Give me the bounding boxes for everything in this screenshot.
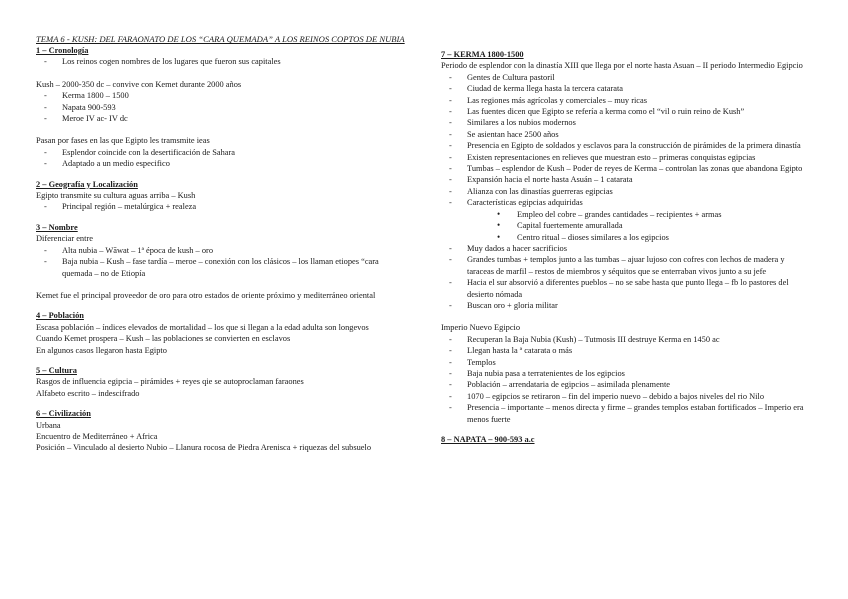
list-item: - Alianza con las dinastías guerreras egipcias [443,186,813,197]
list-item: - Se asientan hace 2500 años [443,129,813,140]
section-heading-poblacion: 4 – Población [36,311,84,321]
list-item: - Presencia en Egipto de soldados y esclavos para la construcción de pirámides de la primera dinastía [443,140,813,151]
sub-list-item: • Capital fuertemente amurallada [441,220,813,231]
list-item: - Principal región – metalúrgica + realeza [38,201,408,212]
list-item: - Templos [443,357,813,368]
left-column [36,34,408,454]
list-item: - Presencia – importante – menos directa y firme – grandes templos estaban fortificados – Imperio era menos fuerte [443,402,813,425]
geografia-list [36,201,408,212]
paragraph: Cuando Kemet prospera – Kush – las poblaciones se convierten en esclavos [36,334,291,344]
paragraph: Rasgos de influencia egipcia – pirámides + reyes qie se autoproclaman faraones [36,377,304,387]
imperio-list [441,334,813,425]
nombre-list [36,245,408,279]
section-heading-civilizacion: 6 – Civilización [36,409,91,419]
list-item: - Población – arrendataria de egipcios – asimilada plenamente [443,379,813,390]
section-heading-kerma: 7 – KERMA 1800-1500 [441,50,524,59]
paragraph: Pasan por fases en las que Egipto les tramsmite ieas [36,136,210,146]
list-item: - Características egipcias adquiridas [443,197,813,208]
paragraph: Alfabeto escrito – indescifrado [36,388,140,398]
list-item: - Napata 900-593 [38,102,408,113]
list-item: - Esplendor coincide con la desertificación de Sahara [38,147,408,158]
sub-list-item: • Empleo del cobre – grandes cantidades – recipientes + armas [441,209,813,220]
cronologia-list [36,56,408,67]
list-item: - Kerma 1800 – 1500 [38,90,408,101]
list-item: - Tumbas – esplendor de Kush – Poder de reyes de Kerma – controlan las zonas que abandona Egipto [443,163,813,174]
paragraph: Kemet fue el principal proveedor de oro para otro estados de oriente próximo y mediterráneo oriental [36,290,376,300]
section-heading-cultura: 5 – Cultura [36,365,77,375]
paragraph: Encuentro de Mediterráneo + Africa [36,431,158,441]
section-heading-geografia: 2 – Geografía y Localización [36,179,138,189]
paragraph: Urbana [36,420,61,430]
right-column [441,49,813,445]
paragraph: Imperio Nuevo Egipcio [441,323,521,333]
list-item: - Gentes de Cultura pastoril [443,72,813,83]
document-title: TEMA 6 - KUSH: DEL FARAONATO DE LOS “CARA QUEMADA” A LOS REINOS COPTOS DE NUBIA [36,34,405,44]
list-item: - Muy dados a hacer sacrificios [443,243,813,254]
kerma-list [441,72,813,312]
list-item: - Buscan oro + gloria militar [443,300,813,311]
list-item: - Ciudad de kerma llega hasta la tercera catarata [443,83,813,94]
list-item: - Alta nubia – Wāwat – 1ª época de kush – oro [38,245,408,256]
list-item: - Grandes tumbas + templos junto a las tumbas – ajuar lujoso con cofres con lechos de madera y taraceas de marfil – restos de miembros y séquitos que se enterraban vivos junto a su jefe [443,254,813,277]
sub-list-item: • Centro ritual – dioses similares a los egipcios [441,232,813,243]
section-heading-cronologia: 1 – Cronología [36,46,89,55]
list-item: - Baja nubia – Kush – fase tardía – meroe – conexión con los clásicos – los llaman etiopes “cara quemada – no de Etiopía [38,256,408,279]
paragraph: Posición – Vinculado al desierto Nubio – Llanura rocosa de Piedra Arenisca + riquezas del subsuelo [36,443,372,453]
list-item: - Expansión hacia el norte hasta Asuán – 1 catarata [443,174,813,185]
list-item: - 1070 – egipcios se retiraron – fin del imperio nuevo – debido a bajos niveles del rio Nilo [443,391,813,402]
section-heading-nombre: 3 – Nombre [36,222,78,232]
list-item: - Llegan hasta la ª catarata o más [443,345,813,356]
list-item: - Los reinos cogen nombres de los lugares que fueron sus capitales [38,56,408,67]
paragraph: Diferenciar entre [36,234,93,244]
paragraph: Egipto transmite su cultura aguas arriba – Kush [36,191,196,201]
list-item: - Las fuentes dicen que Egipto se refería a kerma como el “vil o ruin reino de Kush” [443,106,813,117]
paragraph: Periodo de esplendor con la dinastía XIII que llega por el norte hasta Asuan – II periodo Intermedio Egipcio [441,61,803,71]
list-item: - Hacia el sur absorvió a diferentes pueblos – no se sabe hasta que punto llega – fb lo pastores del desierto nómada [443,277,813,300]
paragraph: Kush – 2000-350 dc – convive con Kemet durante 2000 años [36,79,242,89]
list-item: - Recuperan la Baja Nubia (Kush) – Tutmosis III destruye Kerma en 1450 ac [443,334,813,345]
list-item: - Las regiones más agrícolas y comerciales – muy ricas [443,95,813,106]
paragraph: En algunos casos llegaron hasta Egipto [36,345,167,355]
list-item: - Existen representaciones en relieves que muestran esto – primeras conquistas egipcias [443,152,813,163]
kush-list [36,90,408,124]
paragraph: Escasa población – índices elevados de mortalidad – los que si llegan a la edad adulta son longevos [36,322,369,332]
fases-list [36,147,408,170]
list-item: - Baja nubia pasa a terratenientes de los egipcios [443,368,813,379]
list-item: - Meroe IV ac- IV dc [38,113,408,124]
section-heading-napata: 8 – NAPATA – 900-593 a.c [441,435,535,444]
list-item: - Similares a los nubios modernos [443,117,813,128]
list-item: - Adaptado a un medio especifico [38,158,408,169]
